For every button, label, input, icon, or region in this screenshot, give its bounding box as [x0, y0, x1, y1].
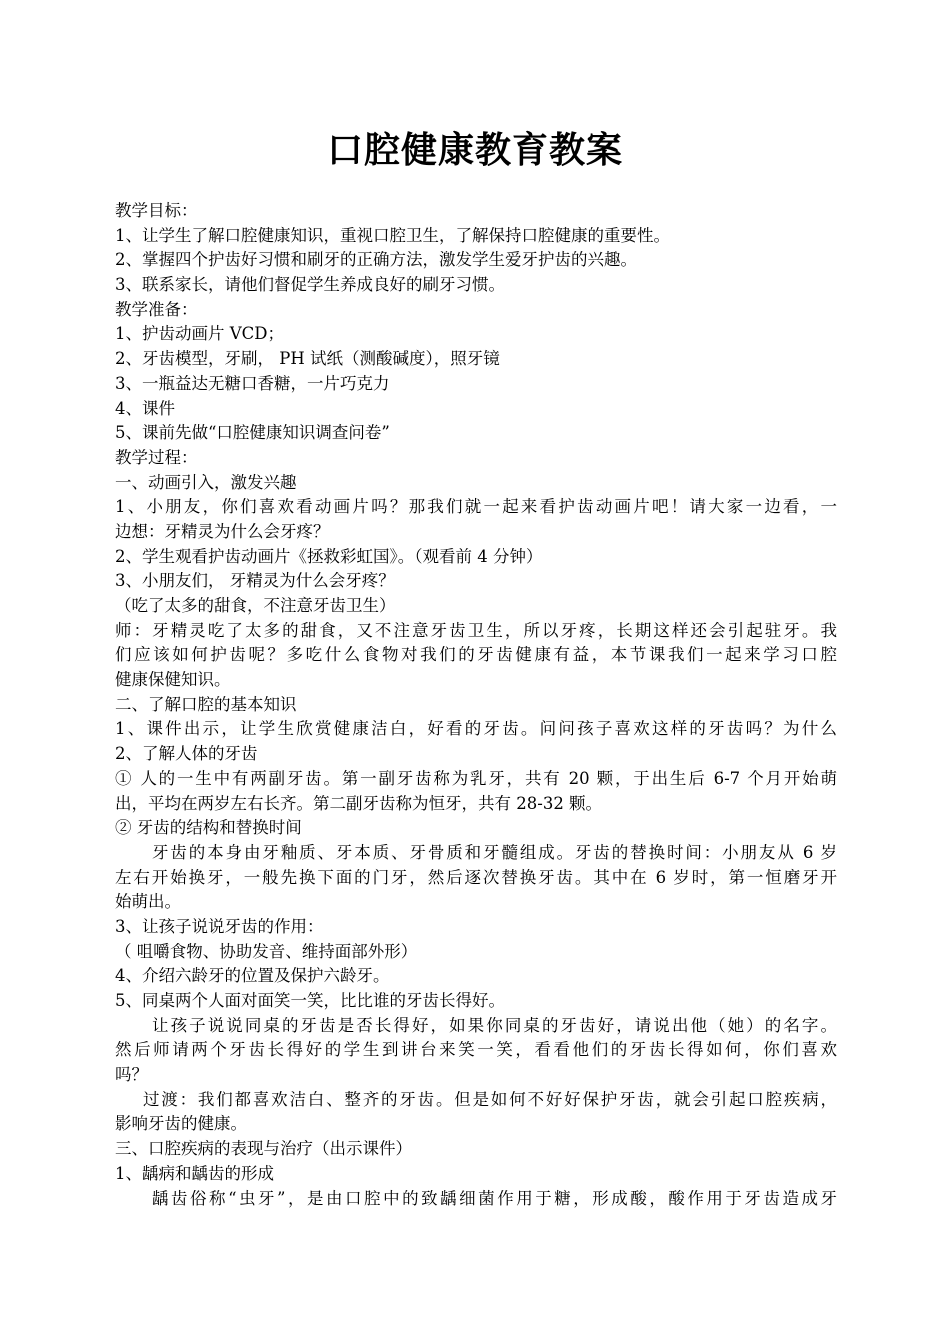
text-line: 影响牙齿的健康。	[115, 1114, 247, 1134]
text-line: 出，平均在两岁左右长齐。第二副牙齿称为恒牙，共有 28-32 颗。	[115, 793, 603, 813]
text-line: 3、小朋友们， 牙精灵为什么会牙疼？	[115, 571, 395, 591]
text-line: 3、一瓶益达无糖口香糖，一片巧克力	[115, 373, 390, 393]
text-line: ② 牙齿的结构和替换时间	[115, 818, 302, 838]
text-line: 龋齿俗称“虫牙”，是由口腔中的致龋细菌作用于糖，形成酸，酸作用于牙齿造成牙	[152, 1188, 837, 1208]
text-line: 边想：牙精灵为什么会牙疼？	[115, 521, 330, 541]
text-line: 4、介绍六龄牙的位置及保护六龄牙。	[115, 966, 390, 986]
text-line: 2、掌握四个护齿好习惯和刷牙的正确方法，激发学生爱牙护齿的兴趣。	[115, 250, 637, 270]
text-line: 一、动画引入，激发兴趣	[115, 472, 297, 492]
text-line: （ 咀嚼食物、协助发音、维持面部外形）	[115, 941, 418, 961]
text-line: 师：牙精灵吃了太多的甜食，又不注意牙齿卫生，所以牙疼，长期这样还会引起驻牙。我	[115, 620, 837, 640]
text-line: 2、了解人体的牙齿	[115, 744, 258, 764]
text-line: 5、课前先做“口腔健康知识调查问卷”	[115, 423, 390, 443]
text-line: 5、同桌两个人面对面笑一笑，比比谁的牙齿长得好。	[115, 991, 505, 1010]
text-line: 3、联系家长，请他们督促学生养成良好的刷牙习惯。	[115, 275, 505, 295]
text-line: 2、学生观看护齿动画片《拯救彩虹国》。（观看前 4 分钟）	[115, 546, 543, 566]
text-line: 4、课件	[115, 398, 175, 418]
text-line: 1、课件出示，让学生欣赏健康洁白，好看的牙齿。问问孩子喜欢这样的牙齿吗？为什么	[115, 719, 837, 739]
text-line: 左右开始换牙，一般先换下面的门牙，然后逐次替换牙齿。其中在 6 岁时，第一恒磨牙开	[115, 867, 837, 887]
text-line: 教学目标：	[115, 201, 198, 220]
text-line: 然后师请两个牙齿长得好的学生到讲台来笑一笑，看看他们的牙齿长得如何，你们喜欢	[115, 1040, 837, 1060]
text-line: ① 人的一生中有两副牙齿。第一副牙齿称为乳牙，共有 20 颗，于出生后 6-7 个月开始萌	[115, 768, 837, 788]
text-line: 吗？	[115, 1065, 148, 1085]
text-line: 3、让孩子说说牙齿的作用：	[115, 916, 324, 936]
text-line: 牙齿的本身由牙釉质、牙本质、牙骨质和牙髓组成。牙齿的替换时间：小朋友从 6 岁	[152, 842, 837, 862]
text-line: 二、了解口腔的基本知识	[115, 694, 297, 714]
text-line: 始萌出。	[115, 892, 181, 912]
text-line: 1、让学生了解口腔健康知识，重视口腔卫生，了解保持口腔健康的重要性。	[115, 225, 670, 245]
text-line: 1、龋病和龋齿的形成	[115, 1163, 274, 1183]
text-line: 1、护齿动画片 VCD；	[115, 324, 285, 344]
text-line: 让孩子说说同桌的牙齿是否长得好，如果你同桌的牙齿好，请说出他（她）的名字。	[152, 1015, 837, 1035]
text-line: 教学准备：	[115, 299, 198, 319]
document-title: 口腔健康教育教案	[326, 129, 623, 171]
document-body	[115, 199, 837, 1211]
text-line: 2、牙齿模型，牙刷， PH 试纸（测酸碱度），照牙镜	[115, 349, 500, 369]
text-line: 1、小朋友，你们喜欢看动画片吗？那我们就一起来看护齿动画片吧！请大家一边看，一	[115, 497, 837, 517]
text-line: 教学过程：	[115, 447, 198, 467]
text-line: 健康保健知识。	[115, 670, 231, 690]
text-line: 们应该如何护齿呢？多吃什么食物对我们的牙齿健康有益，本节课我们一起来学习口腔	[115, 645, 837, 665]
text-line: 过渡：我们都喜欢洁白、整齐的牙齿。但是如何不好好保护牙齿，就会引起口腔疾病，	[143, 1089, 837, 1109]
text-line: 三、口腔疾病的表现与治疗（出示课件）	[115, 1139, 412, 1159]
text-line: （吃了太多的甜食，不注意牙齿卫生）	[115, 596, 396, 615]
